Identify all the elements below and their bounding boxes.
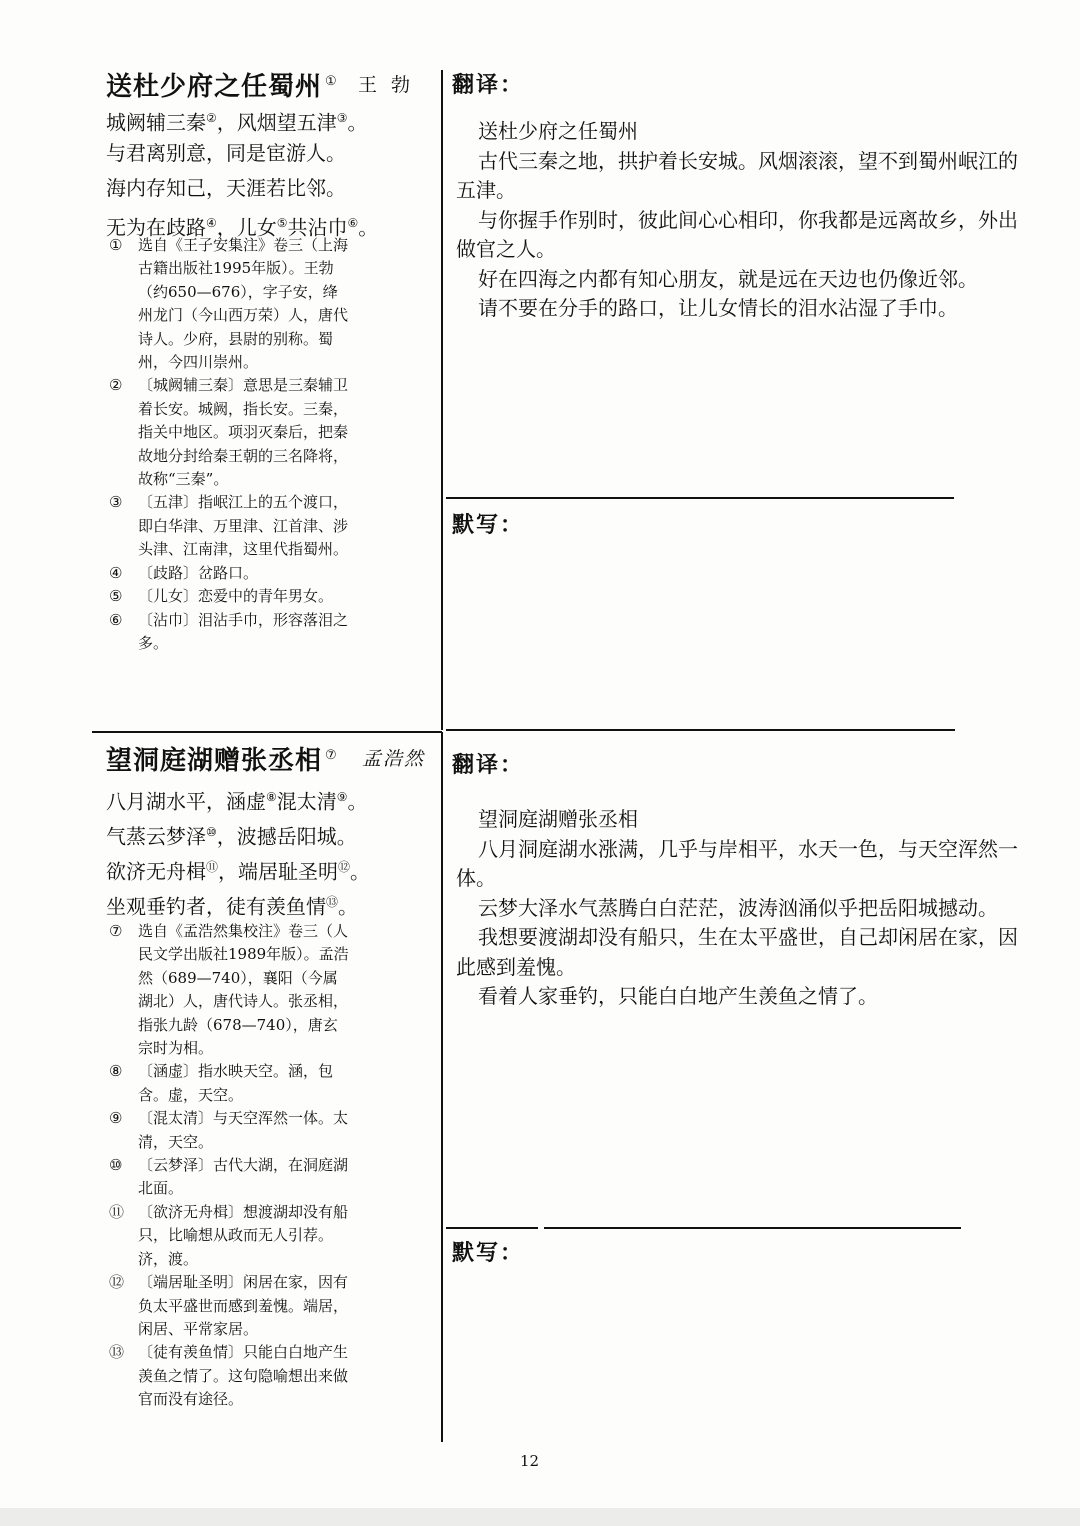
translation-divider-2a — [446, 1227, 538, 1229]
footnote: ⑪ 〔欲济无舟楫〕想渡湖却没有船只，比喻想从政而无人引荐。济，渡。 — [109, 1202, 349, 1268]
translation-line: 我想要渡湖却没有船只，生在太平盛世，自己却闲居在家，因此感到羞愧。 — [456, 925, 1018, 979]
poem1-verse: 海内存知己，天涯若比邻。 — [106, 176, 346, 200]
translation-line: 望洞庭湖赠张丞相 — [478, 807, 638, 831]
dictation-divider-1 — [446, 729, 955, 731]
column-divider-top — [441, 70, 443, 730]
footnote: ④ 〔歧路〕岔路口。 — [109, 563, 259, 582]
poem2-verse: 坐观垂钓者，徒有羡鱼情⑬。 — [106, 894, 359, 919]
translation-line: 八月洞庭湖水涨满，几乎与岸相平，水天一色，与天空浑然一体。 — [456, 836, 1018, 890]
poem2-verse: 欲济无舟楫⑪，端居耻圣明⑫。 — [106, 859, 371, 884]
footnote: ⑤ 〔儿女〕恋爱中的青年男女。 — [109, 587, 334, 606]
poem2-dictation-label: 默写： — [452, 1240, 525, 1266]
translation-line: 请不要在分手的路口，让儿女情长的泪水沾湿了手巾。 — [478, 296, 958, 320]
poem1-notes — [106, 234, 350, 655]
footnote: ⑩ 〔云梦泽〕古代大湖，在洞庭湖北面。 — [109, 1156, 349, 1198]
bottom-margin-strip — [0, 1508, 1080, 1526]
footnote: ⑬ 〔徒有羡鱼情〕只能白白地产生羡鱼之情了。这句隐喻想出来做官而没有途径。 — [109, 1343, 349, 1409]
poem2-verses — [106, 780, 436, 920]
poem1-verse: 与君离别意，同是宦游人。 — [106, 141, 346, 165]
poem2-title: 望洞庭湖赠张丞相 ⑦ — [106, 746, 338, 776]
translation-line: 看着人家垂钓，只能白白地产生羡鱼之情了。 — [478, 984, 878, 1008]
translation-line: 古代三秦之地，拱护着长安城。风烟滚滚，望不到蜀州岷江的五津。 — [456, 148, 1018, 202]
translation-divider-2b — [544, 1227, 961, 1229]
poem1-dictation-label: 默写： — [452, 512, 525, 538]
translation-divider-1 — [446, 497, 954, 499]
poem1-header — [106, 66, 436, 103]
poem2-translation-label: 翻译： — [452, 752, 525, 778]
footnote: ⑨ 〔混太清〕与天空浑然一体。太清，天空。 — [109, 1109, 349, 1151]
poem1-title: 送杜少府之任蜀州 ① — [106, 72, 338, 102]
poem-separator-left — [92, 731, 442, 733]
poem2-author: 孟浩然 — [362, 748, 426, 770]
poem2-header — [106, 740, 436, 777]
poem2-notes — [106, 920, 350, 1412]
poem2-title-ref: ⑦ — [325, 748, 338, 764]
footnote: ② 〔城阙辅三秦〕意思是三秦辅卫着长安。城阙，指长安。三秦，指关中地区。项羽灭秦后，把秦故地分封给秦王朝的三名降将，故称“三秦”。 — [109, 376, 349, 489]
translation-line: 送杜少府之任蜀州 — [478, 119, 638, 143]
poem2-verse: 气蒸云梦泽⑩，波撼岳阳城。 — [106, 824, 357, 849]
translation-line: 与你握手作别时，彼此间心心相印，你我都是远离故乡，外出做官之人。 — [456, 207, 1018, 261]
poem2-translation — [456, 805, 1031, 1012]
poem2-verse: 八月湖水平，涵虚⑧混太清⑨。 — [106, 789, 368, 814]
poem1-title-ref: ① — [325, 74, 338, 90]
footnote: ⑧ 〔涵虚〕指水映天空。涵，包含。虚，天空。 — [109, 1062, 334, 1104]
poem1-verses — [106, 101, 436, 241]
poem1-verse: 无为在歧路④，儿女⑤共沾巾⑥。 — [106, 215, 379, 240]
translation-line: 好在四海之内都有知心朋友，就是远在天边也仍像近邻。 — [478, 266, 978, 291]
poem2-dictation-area[interactable] — [452, 1275, 952, 1440]
footnote: ① 选自《王子安集注》卷三（上海古籍出版社1995年版）。王勃（约650—676），字子安，绛州龙门（今山西万荣）人，唐代诗人。少府，县尉的别称。蜀州，今四川崇州。 — [109, 236, 349, 372]
column-divider-bottom — [441, 732, 443, 1442]
poem1-author: 王勃 — [358, 74, 425, 96]
poem1-translation — [456, 117, 1031, 324]
poem1-dictation-area[interactable] — [452, 545, 952, 723]
translation-line: 云梦大泽水气蒸腾白白茫茫，波涛汹涌似乎把岳阳城撼动。 — [478, 895, 998, 920]
page-number: 12 — [520, 1452, 540, 1470]
footnote: ⑦ 选自《孟浩然集校注》卷三（人民文学出版社1989年版）。孟浩然（689—740），襄阳（今属湖北）人，唐代诗人。张丞相，指张九龄（678—740），唐玄宗时为相。 — [109, 922, 349, 1058]
poem1-verse: 城阙辅三秦②，风烟望五津③。 — [106, 110, 368, 135]
footnote: ③ 〔五津〕指岷江上的五个渡口，即白华津、万里津、江首津、涉头津、江南津，这里代指蜀州。 — [109, 493, 349, 559]
footnote: ⑫ 〔端居耻圣明〕闲居在家，因有负太平盛世而感到羞愧。端居，闲居、平常家居。 — [109, 1273, 349, 1338]
poem1-translation-label: 翻译： — [452, 72, 525, 98]
footnote: ⑥ 〔沾巾〕泪沾手巾，形容落泪之多。 — [109, 610, 349, 652]
